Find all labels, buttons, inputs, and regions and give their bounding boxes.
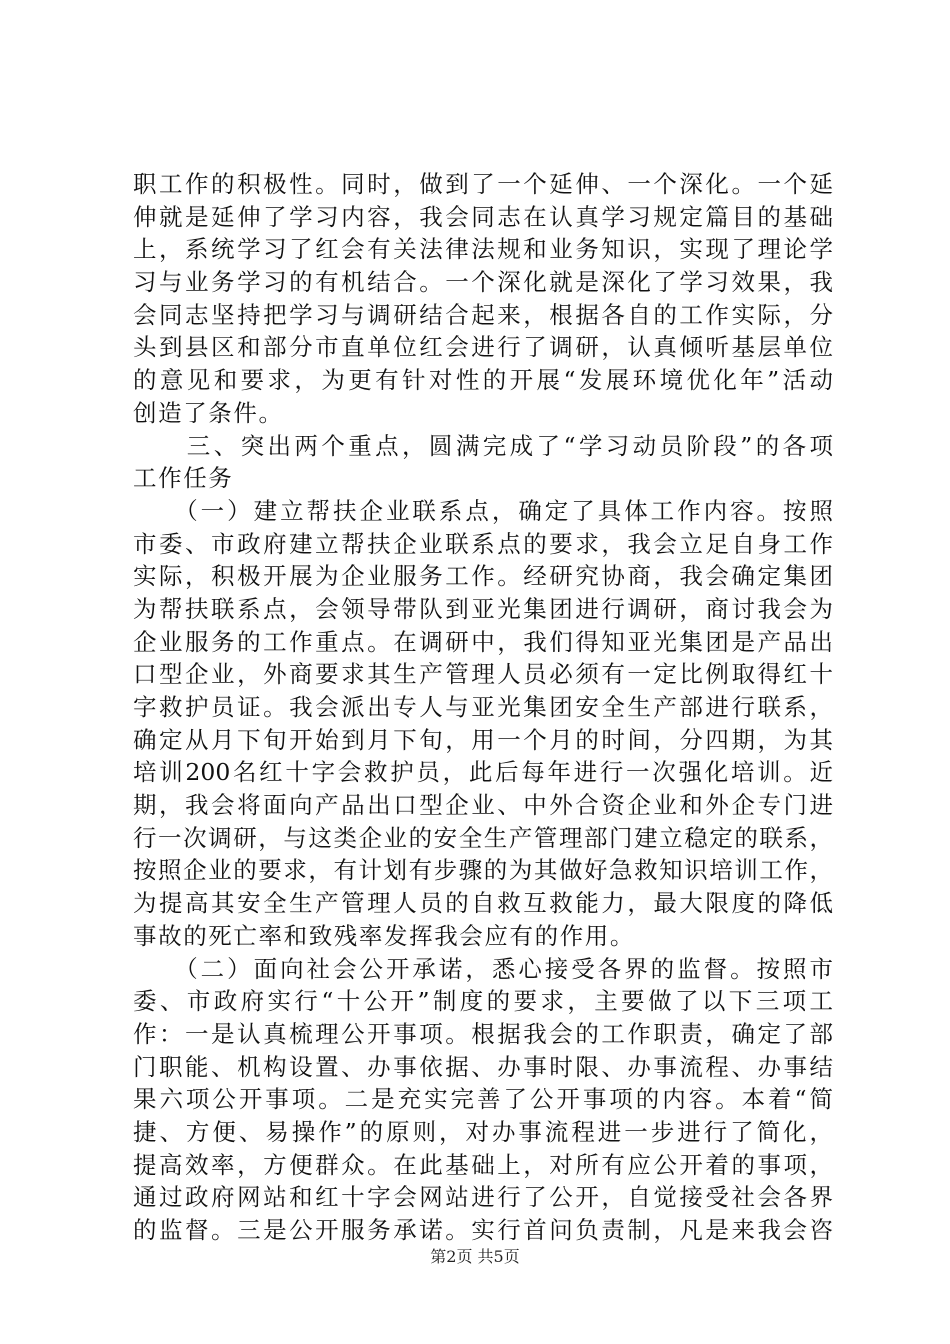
text-line: 捷、方便、易操作”的原则，对办事流程进一步进行了简化， bbox=[133, 1117, 833, 1146]
text-line: （二）面向社会公开承诺，悉心接受各界的监督。按照市 bbox=[133, 954, 833, 983]
text-line: 实际，积极开展为企业服务工作。经研究协商，我会确定集团 bbox=[133, 562, 833, 591]
text-line: 培训200名红十字会救护员，此后每年进行一次强化培训。近 bbox=[133, 758, 833, 787]
text-line: 果六项公开事项。二是充实完善了公开事项的内容。本着“简 bbox=[133, 1085, 833, 1114]
text-line: 市委、市政府建立帮扶企业联系点的要求，我会立足自身工作 bbox=[133, 529, 833, 558]
text-line: 伸就是延伸了学习内容，我会同志在认真学习规定篇目的基础 bbox=[133, 202, 833, 231]
text-line: 口型企业，外商要求其生产管理人员必须有一定比例取得红十 bbox=[133, 660, 833, 689]
text-line: 提高效率，方便群众。在此基础上，对所有应公开着的事项， bbox=[133, 1150, 833, 1179]
text-line: 习与业务学习的有机结合。一个深化就是深化了学习效果，我 bbox=[133, 268, 833, 297]
text-line: 职工作的积极性。同时，做到了一个延伸、一个深化。一个延 bbox=[133, 170, 833, 198]
text-line: 期，我会将面向产品出口型企业、中外合资企业和外企专门进 bbox=[133, 791, 833, 820]
text-line: 字救护员证。我会派出专人与亚光集团安全生产部进行联系， bbox=[133, 693, 833, 721]
text-line: 确定从月下旬开始到月下旬，用一个月的时间，分四期，为其 bbox=[133, 725, 833, 754]
text-line: 创造了条件。 bbox=[133, 398, 284, 427]
text-line: 事故的死亡率和致残率发挥我会应有的作用。 bbox=[133, 921, 635, 950]
section-heading-line: 工作任务 bbox=[133, 464, 234, 493]
page-number-footer: 第2页 共5页 bbox=[430, 1247, 520, 1266]
text-line: 的意见和要求，为更有针对性的开展“发展环境优化年”活动 bbox=[133, 366, 833, 395]
text-line: 作：一是认真梳理公开事项。根据我会的工作职责，确定了部 bbox=[133, 1019, 833, 1048]
text-line: 按照企业的要求，有计划有步骤的为其做好急救知识培训工作， bbox=[133, 856, 833, 885]
section-heading-line: 三、突出两个重点，圆满完成了“学习动员阶段”的各项 bbox=[133, 431, 833, 460]
text-line: 委、市政府实行“十公开”制度的要求，主要做了以下三项工 bbox=[133, 987, 833, 1016]
text-line: 会同志坚持把学习与调研结合起来，根据各自的工作实际，分 bbox=[133, 300, 833, 329]
text-line: 的监督。三是公开服务承诺。实行首问负责制，凡是来我会咨 bbox=[133, 1216, 833, 1244]
text-line: （一）建立帮扶企业联系点，确定了具体工作内容。按照 bbox=[133, 496, 833, 525]
text-line: 为帮扶联系点，会领导带队到亚光集团进行调研，商讨我会为 bbox=[133, 594, 833, 623]
text-line: 上，系统学习了红会有关法律法规和业务知识，实现了理论学 bbox=[133, 235, 833, 264]
text-line: 行一次调研，与这类企业的安全生产管理部门建立稳定的联系， bbox=[133, 823, 833, 852]
text-line: 企业服务的工作重点。在调研中，我们得知亚光集团是产品出 bbox=[133, 627, 833, 656]
text-line: 头到县区和部分市直单位红会进行了调研，认真倾听基层单位 bbox=[133, 333, 833, 362]
text-line: 为提高其安全生产管理人员的自救互救能力，最大限度的降低 bbox=[133, 889, 833, 918]
body-text bbox=[133, 168, 833, 1247]
text-line: 通过政府网站和红十字会网站进行了公开，自觉接受社会各界 bbox=[133, 1183, 833, 1212]
text-line: 门职能、机构设置、办事依据、办事时限、办事流程、办事结 bbox=[133, 1052, 833, 1081]
